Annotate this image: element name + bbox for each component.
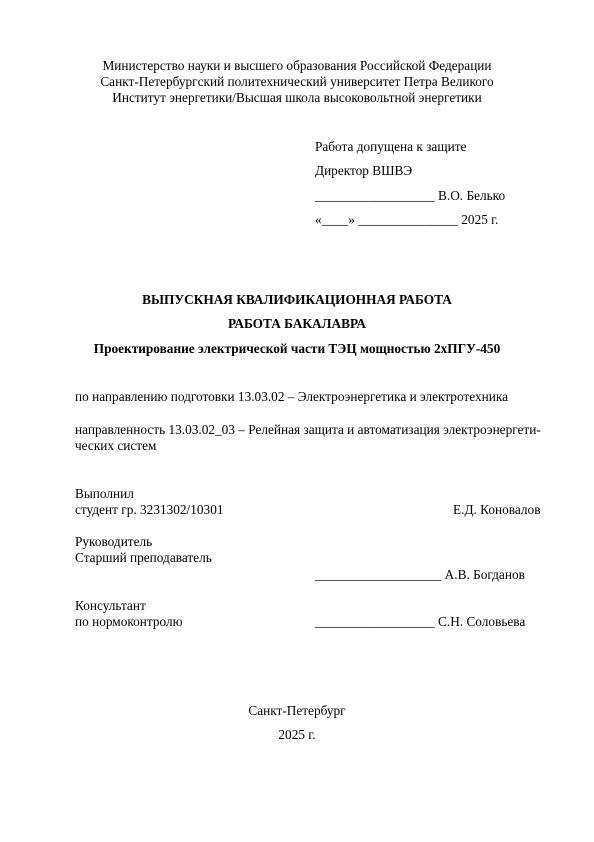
program-direction: по направлению подготовки 13.03.02 – Электроэнергетика и электротехника [75,389,508,404]
author-name: Е.Д. Коновалов [453,502,541,517]
consultant-area: по нормоконтролю [75,614,183,629]
consultant-label: Консультант [75,598,146,613]
degree-heading: РАБОТА БАКАЛАВРА [227,316,367,331]
footer-city: Санкт-Петербург [248,703,346,718]
program-profile-line1: направленность 13.03.02_03 – Релейная защита и автоматизация электроэнергети- [75,422,541,437]
supervisor-signature-line: ___________________ А.В. Богданов [315,567,525,582]
institute-name: Институт энергетики/Высшая школа высоковольтной энергетики [112,90,482,105]
thesis-topic: Проектирование электрической части ТЭЦ мощностью 2хПГУ-450 [93,341,501,356]
approval-date-line: «____» _______________ 2025 г. [315,212,499,227]
ministry-name: Министерство науки и высшего образования Российской Федерации [102,58,492,73]
approval-position: Директор ВШВЭ [315,163,413,178]
consultant-signature-line: __________________ С.Н. Соловьева [315,614,526,629]
approval-signature-line: __________________ В.О. Белько [315,188,506,203]
author-label: Выполнил [75,486,134,501]
supervisor-label: Руководитель [75,534,153,549]
footer-year: 2025 г. [278,727,316,742]
author-group: студент гр. 3231302/10301 [75,502,224,517]
work-type-heading: ВЫПУСКНАЯ КВАЛИФИКАЦИОННАЯ РАБОТА [142,292,452,307]
approval-admitted: Работа допущена к защите [315,139,467,154]
university-name: Санкт-Петербургский политехнический университет Петра Великого [100,74,494,89]
program-profile-line2: ческих систем [75,438,157,453]
supervisor-title: Старший преподаватель [75,550,212,565]
